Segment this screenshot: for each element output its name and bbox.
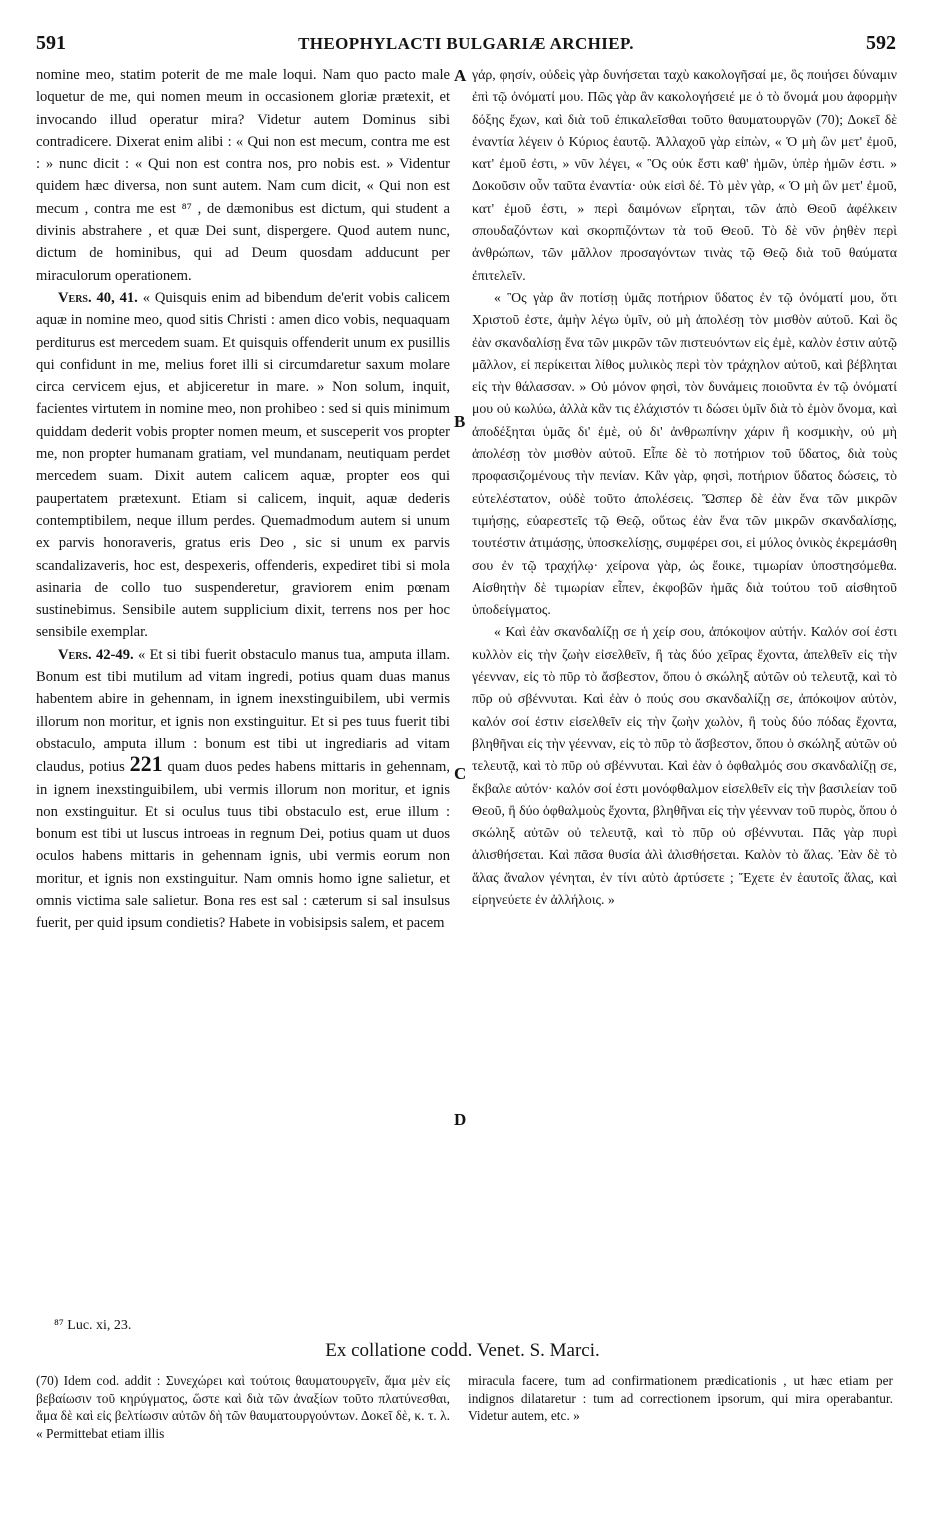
margin-letter: D <box>454 1110 467 1129</box>
collation-heading: Ex collatione codd. Venet. S. Marci. <box>325 1340 600 1361</box>
verse-label: Vers. 40, 41. <box>58 289 138 306</box>
margin-letter: A <box>454 66 467 85</box>
latin-paragraph <box>36 644 450 935</box>
latin-text: « Et si tibi fuerit obstaculo manus tua, amputa illam. Bonum est tibi mutilum ad vitam ingredi, potius quam duas manus habentem abire in gehennam, in ignem inexstinguibilem, ubi vermis illorum non moritur, et ignis non exstinguitur. Et si pes tuus fuerit tibi obstaculo, amputa illum : bonum est tibi ut ingrediaris ad vitam claudus, potius <box>36 646 450 776</box>
greek-paragraph: « Ὃς γὰρ ἂν ποτίσῃ ὑμᾶς ποτήριον ὕδατος ἐν τῷ ὀνόματί μου, ὅτι Χριστοῦ ἐστε, ἀμὴν λέγω ὑμῖν, οὐ μὴ ἀπολέσῃ τὸν μισθὸν αὐτοῦ. Καὶ ὃς ἐὰν σκανδαλίσῃ ἕνα τῶν μικρῶν τῶν πιστευόντων εἰς ἐμὲ, καλὸν ἐστιν αὐτῷ μᾶλλον, εἰ περίκειται λίθος μυλικὸς περὶ τὸν τράχηλον αὐτοῦ, καὶ βέβληται εἰς τὴν θάλασσαν. » Οὐ μόνον φησὶ, τὸν δυνάμεις ποιοῦντα ἐν τῷ ὀνόματί μου οὐ κωλύω, ἀλλὰ κἂν τις ἐλάχιστόν τι δώσει ὑμῖν διὰ τὸ ἐμὸν ὄνομα, καὶ ἀποδέξηται ὑμᾶς δι' ἐμὲ, οὐ δι' ἀνθρωπίνην χάριν ἢ κοσμικὴν, οὐ μὴ ἀπολέσῃ τὸν μισθὸν αὐτοῦ. Εἶπε δὲ τὸ ποτήριον τοῦ ὕδατος, διὰ τοὺς προφασιζομένους τὴν πενίαν. Κἂν γὰρ, φησὶ, ποτήριον ὕδατος δώσεις, τὸ εὐτελέστατον, οὐδὲ τοῦτο ἀπολέσεις. Ὥσπερ δὲ ἐὰν ἕνα τῶν μικρῶν τιμήσῃς, εὐαρεστεῖς τῷ Θεῷ, οὕτως ἐὰν ἕνα τῶν μικρῶν σκανδαλίσῃς, τουτέστιν ἀτιμάσῃς, ὑποσκελίσῃς, συμφέρει σοι, εἰ μύλος ὀνικὸς ἐκρεμάσθη σου ἐν τῷ τραχήλῳ· χείρονα γὰρ, ὡς ἔοικε, τιμωρίαν ὑποστησόμεθα. Αἰσθητὴν δὲ τιμωρίαν εἶπεν, ἐκφοβῶν ἡμᾶς διὰ τούτου τοῦ αἰσθητοῦ ὑποδείγματος. <box>472 289 897 618</box>
page-header <box>36 32 896 56</box>
page-number-left: 591 <box>36 32 66 54</box>
latin-paragraph <box>36 287 450 644</box>
greek-paragraph: « Καὶ ἐὰν σκανδαλίζῃ σε ἡ χείρ σου, ἀπόκοψον αὐτήν. Καλόν σοί ἐστι κυλλὸν εἰς τὴν ζωὴν εἰσελθεῖν, ἢ τὰς δύο χεῖρας ἔχοντα, ἀπελθεῖν εἰς τὴν γέενναν, εἰς τὸ πῦρ τὸ ἄσβεστον, ὅπου ὁ σκώληξ αὐτῶν οὐ τελευτᾷ, καὶ τὸ πῦρ οὐ σβέννυται. Καὶ ἐὰν ὁ πούς σου σκανδαλίζῃ σε, ἀπόκοψον αὐτὸν, καλόν σοί ἐστιν εἰσελθεῖν εἰς τὴν ζωὴν χωλὸν, ἢ τοὺς δύο πόδας ἔχοντα, βληθῆναι εἰς τὴν γέενναν, εἰς τὸ πῦρ τὸ ἄσβεστον, ὅπου ὁ σκώληξ αὐτῶν οὐ τελευτᾷ, καὶ τὸ πῦρ οὐ σβέννυται. Καὶ ἐὰν ὁ ὀφθαλμός σου σκανδαλίζῃ σε, ἔκβαλε αὐτόν· καλόν σοί ἐστι μονόφθαλμον εἰσελθεῖν εἰς τὴν βασιλείαν τοῦ Θεοῦ, ἢ δύο ὀφθαλμοὺς ἔχοντα, βληθῆναι εἰς τὴν γέενναν τοῦ πυρὸς, ὅπου ὁ σκώληξ αὐτῶν οὐ τελευτᾷ, καὶ τὸ πῦρ οὐ σβέννυται. Πᾶς γὰρ πυρὶ ἁλισθήσεται. Καὶ πᾶσα θυσία ἁλὶ ἁλισθήσεται. Καλὸν τὸ ἅλας. Ἐὰν δὲ τὸ ἅλας ἄναλον γένηται, ἐν τίνι αὐτὸ ἀρτύσετε ; Ἔχετε ἐν ἑαυτοῖς ἅλας, καὶ εἰρηνεύετε ἐν ἀλλήλοις. » <box>472 624 897 907</box>
verse-label: Vers. 42-49. <box>58 646 134 663</box>
footnote: ⁸⁷ Luc. xi, 23. <box>54 1318 132 1333</box>
greek-paragraph: γάρ, φησίν, οὐδεὶς γὰρ δυνήσεται ταχὺ κακολογῆσαί με, ὃς ποιήσει δύναμιν ἐπὶ τῷ ὀνόματί μου. Πῶς γὰρ ἂν κακολογήσειέ με ὁ τὸ ὄνομά μου ἀφορμὴν δόξης ἔχων, καὶ διὰ τοῦ ἐπικαλεῖσθαι τοῦτο θαυματουργῶν (70); Δοκεῖ δὲ ἐναντία λέγειν ὁ Κύριος ἑαυτῷ. Ἀλλαχοῦ γὰρ εἰπὼν, « Ὁ μὴ ὢν μετ' ἐμοῦ, κατ' ἐμοῦ ἐστι, » νῦν λέγει, « Ὃς οὐκ ἔστι καθ' ἡμῶν, ὑπὲρ ἡμῶν ἐστι. » Δοκοῦσιν οὖν ταῦτα ἐναντία· οὐκ εἰσὶ δέ. Τὸ μὲν γὰρ, « Ὁ μὴ ὢν μετ' ἐμοῦ, κατ' ἐμοῦ ἐστι, » περὶ δαιμόνων εἴρηται, τῶν ἀπὸ Θεοῦ ἀφέλκειν σπουδαζόντων καὶ σκορπιζόντων τὰ τοῦ Θεοῦ. Τὸ δὲ νῦν ῥηθὲν περὶ ἀνθρώπων, τῶν μᾶλλον προσαγόντων τινὰς τῷ Θεῷ διὰ τοῦ θαύματα ἐπιτελεῖν. <box>472 67 897 283</box>
collation-text: miracula facere, tum ad confirmationem prædicationis , ut hæc etiam per indignos dilataretur : tum ad correctionem ipsorum, qui mira operabantur. Videtur autem, etc. » <box>468 1373 893 1424</box>
collation-note-right <box>468 1372 893 1425</box>
latin-text: quam duos pedes habens mittaris in gehennam, in ignem inexstinguibilem, ubi vermis illorum non moritur, et ignis non exstinguitur. Et si oculus tuus tibi obstaculo est, erue illum : bonum est tibi ut luscus introeas in regnum Dei, potius quam ut duos oculos habens mittaris in gehennam ignis, ubi vermis eorum non moritur, et ignis non exstinguitur. Nam omnis homo igne salietur, et omnis victima sale salietur. Bona res est sal : cæterum si sal insulsus fuerit, per quid ipsum condietis? Habete in vobisipsis salem, et pacem <box>36 759 451 932</box>
greek-column <box>472 64 897 911</box>
latin-paragraph: nomine meo, statim poterit de me male loqui. Nam quo pacto male loquetur de me, qui nomen meum in occasionem gloriæ prætexit, et invocando illud operatur mira? Videtur autem Dominus sibi contradicere. Dixerat enim alibi : « Qui non est mecum, contra me est : » nunc dicit : « Qui non est contra nos, pro nobis est. » Videntur quidem hæc diversa, non sunt autem. Nam cum dicit, « Qui non est mecum , contra me est ⁸⁷ , de dæmonibus est dictum, qui student a divinis abstrahere , et quæ Dei sunt, dispergere. Quod autem nunc, dictum de hominibus, qui ad Deum quosdam adducunt per miraculorum operationem. <box>36 67 450 284</box>
margin-letter: B <box>454 412 466 431</box>
running-title: THEOPHYLACTI BULGARIÆ ARCHIEP. <box>298 34 634 53</box>
column-marker: 221 <box>129 751 163 777</box>
collation-note-left <box>36 1372 450 1442</box>
collation-text: (70) Idem cod. addit : Συνεχώρει καὶ τούτοις θαυματουργεῖν, ἅμα μὲν εἰς βεβαίωσιν τοῦ κηρύγματος, ὥστε καὶ διὰ τῶν ἀναξίων τοῦτο πλατύνεσθαι, ἅμα δὲ καὶ εἰς βελτίωσιν αὐτῶν δὴ τῶν θαυματουργούντων. Δοκεῖ δὲ, κ. τ. λ. « Permittebat etiam illis <box>36 1373 450 1441</box>
latin-text: « Quisquis enim ad bibendum de'erit vobis calicem aquæ in nomine meo, quod sitis Christi : amen dico vobis, nequaquam perditurus est mercedem suam. Et quisquis offenderit unum ex pusillis qui confidunt in me, melius foret illi si circumdaretur saxum molare circa cervicem ejus, et abjiceretur in mare. » Non solum, inquit, facientes virtutem in nomine meo, non prohibeo : sed si quis minimum quiddam dederit vobis propter nomen meum, et susceperit vos propter me, non propter humanam gratiam, vel mundanam, neutiquam perdet mercedem suam. Dixit autem calicem aquæ, propter eos qui paupertatem prætexunt. Etiam si calicem, inquit, aquæ dederis contemptibilem, neque illum perdes. Quemadmodum autem si unum ex parvis honoraveris, gratus eris Deo , sic si unum ex parvis scandalizaveris, hoc est, despexeris, offenderis, expediret tibi si mola asinaria de collo tuo suspenderetur, graviorem enim pœnam sustinebimus. Sensibile autem supplicium dixit, terrens nos per hoc sensibile exemplar. <box>36 289 450 641</box>
latin-column <box>36 64 450 935</box>
margin-letter: C <box>454 764 467 783</box>
page-number-right: 592 <box>866 32 896 54</box>
